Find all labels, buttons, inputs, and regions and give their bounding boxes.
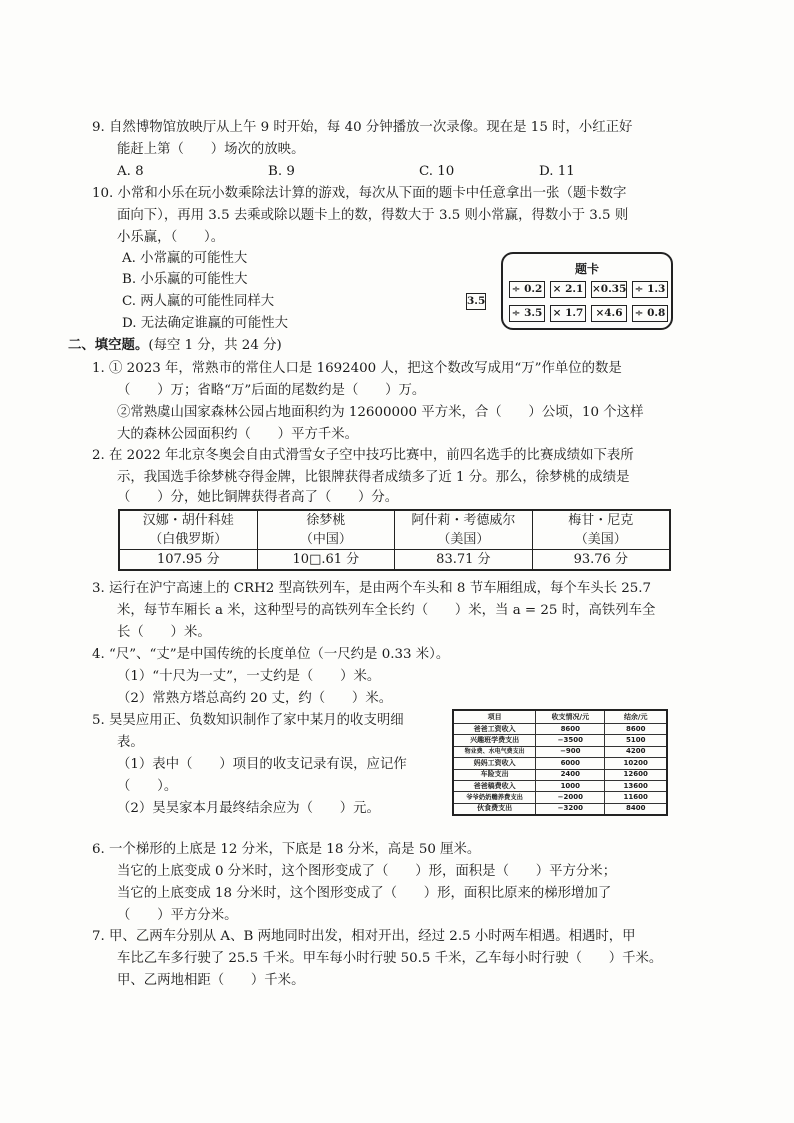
f7-line1: 7. 甲、乙两车分别从 A、B 两地同时出发，相对开出，经过 2.5 小时两车相遇。相遇时，甲	[92, 929, 636, 944]
question-cards-panel	[501, 252, 673, 330]
q10-option-a: A. 小常赢的可能性大	[122, 251, 248, 266]
f3-line2: 米，每节车厢长 a 米，这种型号的高铁列车全长约（ ）米，当 a = 25 时，高铁列车全	[117, 603, 656, 618]
q10-option-d: D. 无法确定谁赢的可能性大	[122, 316, 289, 331]
q10-line2: 面向下），再用 3.5 去乘或除以题卡上的数，得数大于 3.5 则小常赢，得数小于 3.5 则	[117, 208, 629, 223]
ledger-balance: 11600	[605, 792, 667, 803]
card: ÷ 1.3	[632, 281, 668, 298]
f5-line4: （ ）。	[117, 779, 178, 794]
ledger-header: 结余/元	[605, 710, 667, 724]
athlete-name: 梅甘・尼克	[532, 510, 670, 530]
q9-option-a: A. 8	[117, 164, 144, 179]
card: × 2.1	[550, 281, 586, 298]
ledger-balance: 4200	[605, 746, 667, 757]
ledger-header: 项目	[453, 710, 536, 724]
f5-line3: （1）表中（ ）项目的收支记录有误，应记作	[117, 757, 407, 772]
f1-line2: （ ）万；省略“万”后面的尾数约是（ ）万。	[117, 383, 426, 398]
start-number-box: 3.5	[466, 293, 486, 310]
section-note: (每空 1 分，共 24 分)	[148, 338, 282, 353]
f2-line3: （ ）分，她比铜牌获得者高了（ ）分。	[117, 490, 399, 505]
f5-line2: 表。	[117, 735, 144, 750]
f4-line1: 4. “尺”、“丈”是中国传统的长度单位（一尺约是 0.33 米）。	[92, 647, 450, 662]
ledger-item: 爸爸工资收入	[453, 724, 536, 735]
ledger-balance: 5100	[605, 735, 667, 746]
card: × 1.7	[550, 305, 586, 322]
ledger-item: 物业费、水电气费支出	[453, 746, 536, 757]
athlete-score: 83.71 分	[395, 550, 532, 571]
f6-line1: 6. 一个梯形的上底是 12 分米，下底是 18 分米，高是 50 厘米。	[92, 842, 481, 857]
ledger-item: 伙食费支出	[453, 803, 536, 815]
f1-line1: 1. ① 2023 年，常熟市的常住人口是 1692400 人，把这个数改写成用“万”作单位的数是	[92, 361, 622, 376]
q9-option-c: C. 10	[419, 164, 455, 179]
ledger-item: 兴趣班学费支出	[453, 735, 536, 746]
ledger-amount: 1000	[536, 780, 605, 791]
ledger-header: 收支情况/元	[536, 710, 605, 724]
athlete-country: （中国）	[257, 530, 395, 550]
athlete-name: 徐梦桃	[257, 510, 395, 530]
ledger-item: 爸爸稿费收入	[453, 780, 536, 791]
f1-line4: 大的森林公园面积约（ ）平方千米。	[117, 427, 359, 442]
income-expense-table	[452, 709, 668, 816]
ledger-balance: 13600	[605, 780, 667, 791]
athlete-country: （美国）	[532, 530, 670, 550]
ledger-amount: 8600	[536, 724, 605, 735]
ledger-item: 妈妈工资收入	[453, 758, 536, 769]
f5-line5: （2）昊昊家本月最终结余应为（ ）元。	[117, 801, 380, 816]
f1-line3: ②常熟虞山国家森林公园占地面积约为 12600000 平方米，合（ ）公顷，10 个这样	[117, 405, 644, 420]
ledger-item: 爷爷奶奶赡养费支出	[453, 792, 536, 803]
athlete-name: 阿什莉・考德威尔	[395, 510, 532, 530]
q9-line2: 能赶上第（ ）场次的放映。	[117, 142, 305, 157]
ledger-item: 车险支出	[453, 769, 536, 780]
ledger-amount: −2000	[536, 792, 605, 803]
q9-option-b: B. 9	[268, 164, 295, 179]
card: ÷ 0.8	[632, 305, 668, 322]
athlete-country: （美国）	[395, 530, 532, 550]
f4-line3: （2）常熟方塔总高约 20 丈，约（ ）米。	[117, 691, 393, 706]
card: ×4.6	[591, 305, 627, 322]
q9-line1: 9. 自然博物馆放映厅从上午 9 时开始，每 40 分钟播放一次录像。现在是 15 时，小红正好	[92, 120, 633, 135]
ledger-balance: 10200	[605, 758, 667, 769]
f4-line2: （1）“十尺为一丈”，一丈约是（ ）米。	[117, 669, 381, 684]
athlete-score: 10□.61 分	[257, 550, 395, 571]
ledger-balance: 12600	[605, 769, 667, 780]
ledger-amount: 6000	[536, 758, 605, 769]
ledger-balance: 8600	[605, 724, 667, 735]
q10-line1: 10. 小常和小乐在玩小数乘除法计算的游戏，每次从下面的题卡中任意拿出一张（题卡数字	[92, 186, 627, 201]
f7-line2: 车比乙车多行驶了 25.5 千米。甲车每小时行驶 50.5 千米，乙车每小时行驶（ ）千米。	[117, 951, 663, 966]
ledger-balance: 8400	[605, 803, 667, 815]
f6-line3: 当它的上底变成 18 分米时，这个图形变成了（ ）形，面积比原来的梯形增加了	[117, 886, 612, 901]
f7-line3: 甲、乙两地相距（ ）千米。	[117, 973, 305, 988]
ledger-amount: −900	[536, 746, 605, 757]
ledger-amount: −3200	[536, 803, 605, 815]
f2-line2: 示，我国选手徐梦桃夺得金牌，比银牌获得者成绩多了近 1 分。那么，徐梦桃的成绩是	[117, 470, 630, 485]
scores-table	[118, 509, 671, 571]
card: ÷ 0.2	[509, 281, 545, 298]
q10-option-c: C. 两人赢的可能性同样大	[122, 294, 275, 309]
athlete-score: 107.95 分	[119, 550, 257, 571]
f3-line1: 3. 运行在沪宁高速上的 CRH2 型高铁列车，是由两个车头和 8 节车厢组成，每个车头长 25.7	[92, 581, 652, 596]
f2-line1: 2. 在 2022 年北京冬奥会自由式滑雪女子空中技巧比赛中，前四名选手的比赛成绩如下表所	[92, 448, 634, 463]
athlete-name: 汉娜・胡什科娃	[119, 510, 257, 530]
f6-line4: （ ）平方分米。	[117, 908, 238, 923]
q10-line3: 小乐赢，（ ）。	[117, 230, 225, 245]
q9-option-d: D. 11	[539, 164, 575, 179]
card: ÷ 3.5	[509, 305, 545, 322]
f6-line2: 当它的上底变成 0 分米时，这个图形变成了（ ）形，面积是（ ）平方分米；	[117, 864, 617, 879]
q10-option-b: B. 小乐赢的可能性大	[122, 272, 248, 287]
athlete-score: 93.76 分	[532, 550, 670, 571]
athlete-country: （白俄罗斯）	[119, 530, 257, 550]
f3-line3: 长（ ）米。	[117, 625, 211, 640]
card: ×0.35	[591, 281, 627, 298]
section-title: 二、填空题。	[68, 337, 149, 353]
cards-title: 题卡	[574, 262, 599, 276]
f5-line1: 5. 昊昊应用正、负数知识制作了家中某月的收支明细	[92, 713, 404, 728]
section-heading	[68, 336, 282, 355]
ledger-amount: −3500	[536, 735, 605, 746]
ledger-amount: 2400	[536, 769, 605, 780]
